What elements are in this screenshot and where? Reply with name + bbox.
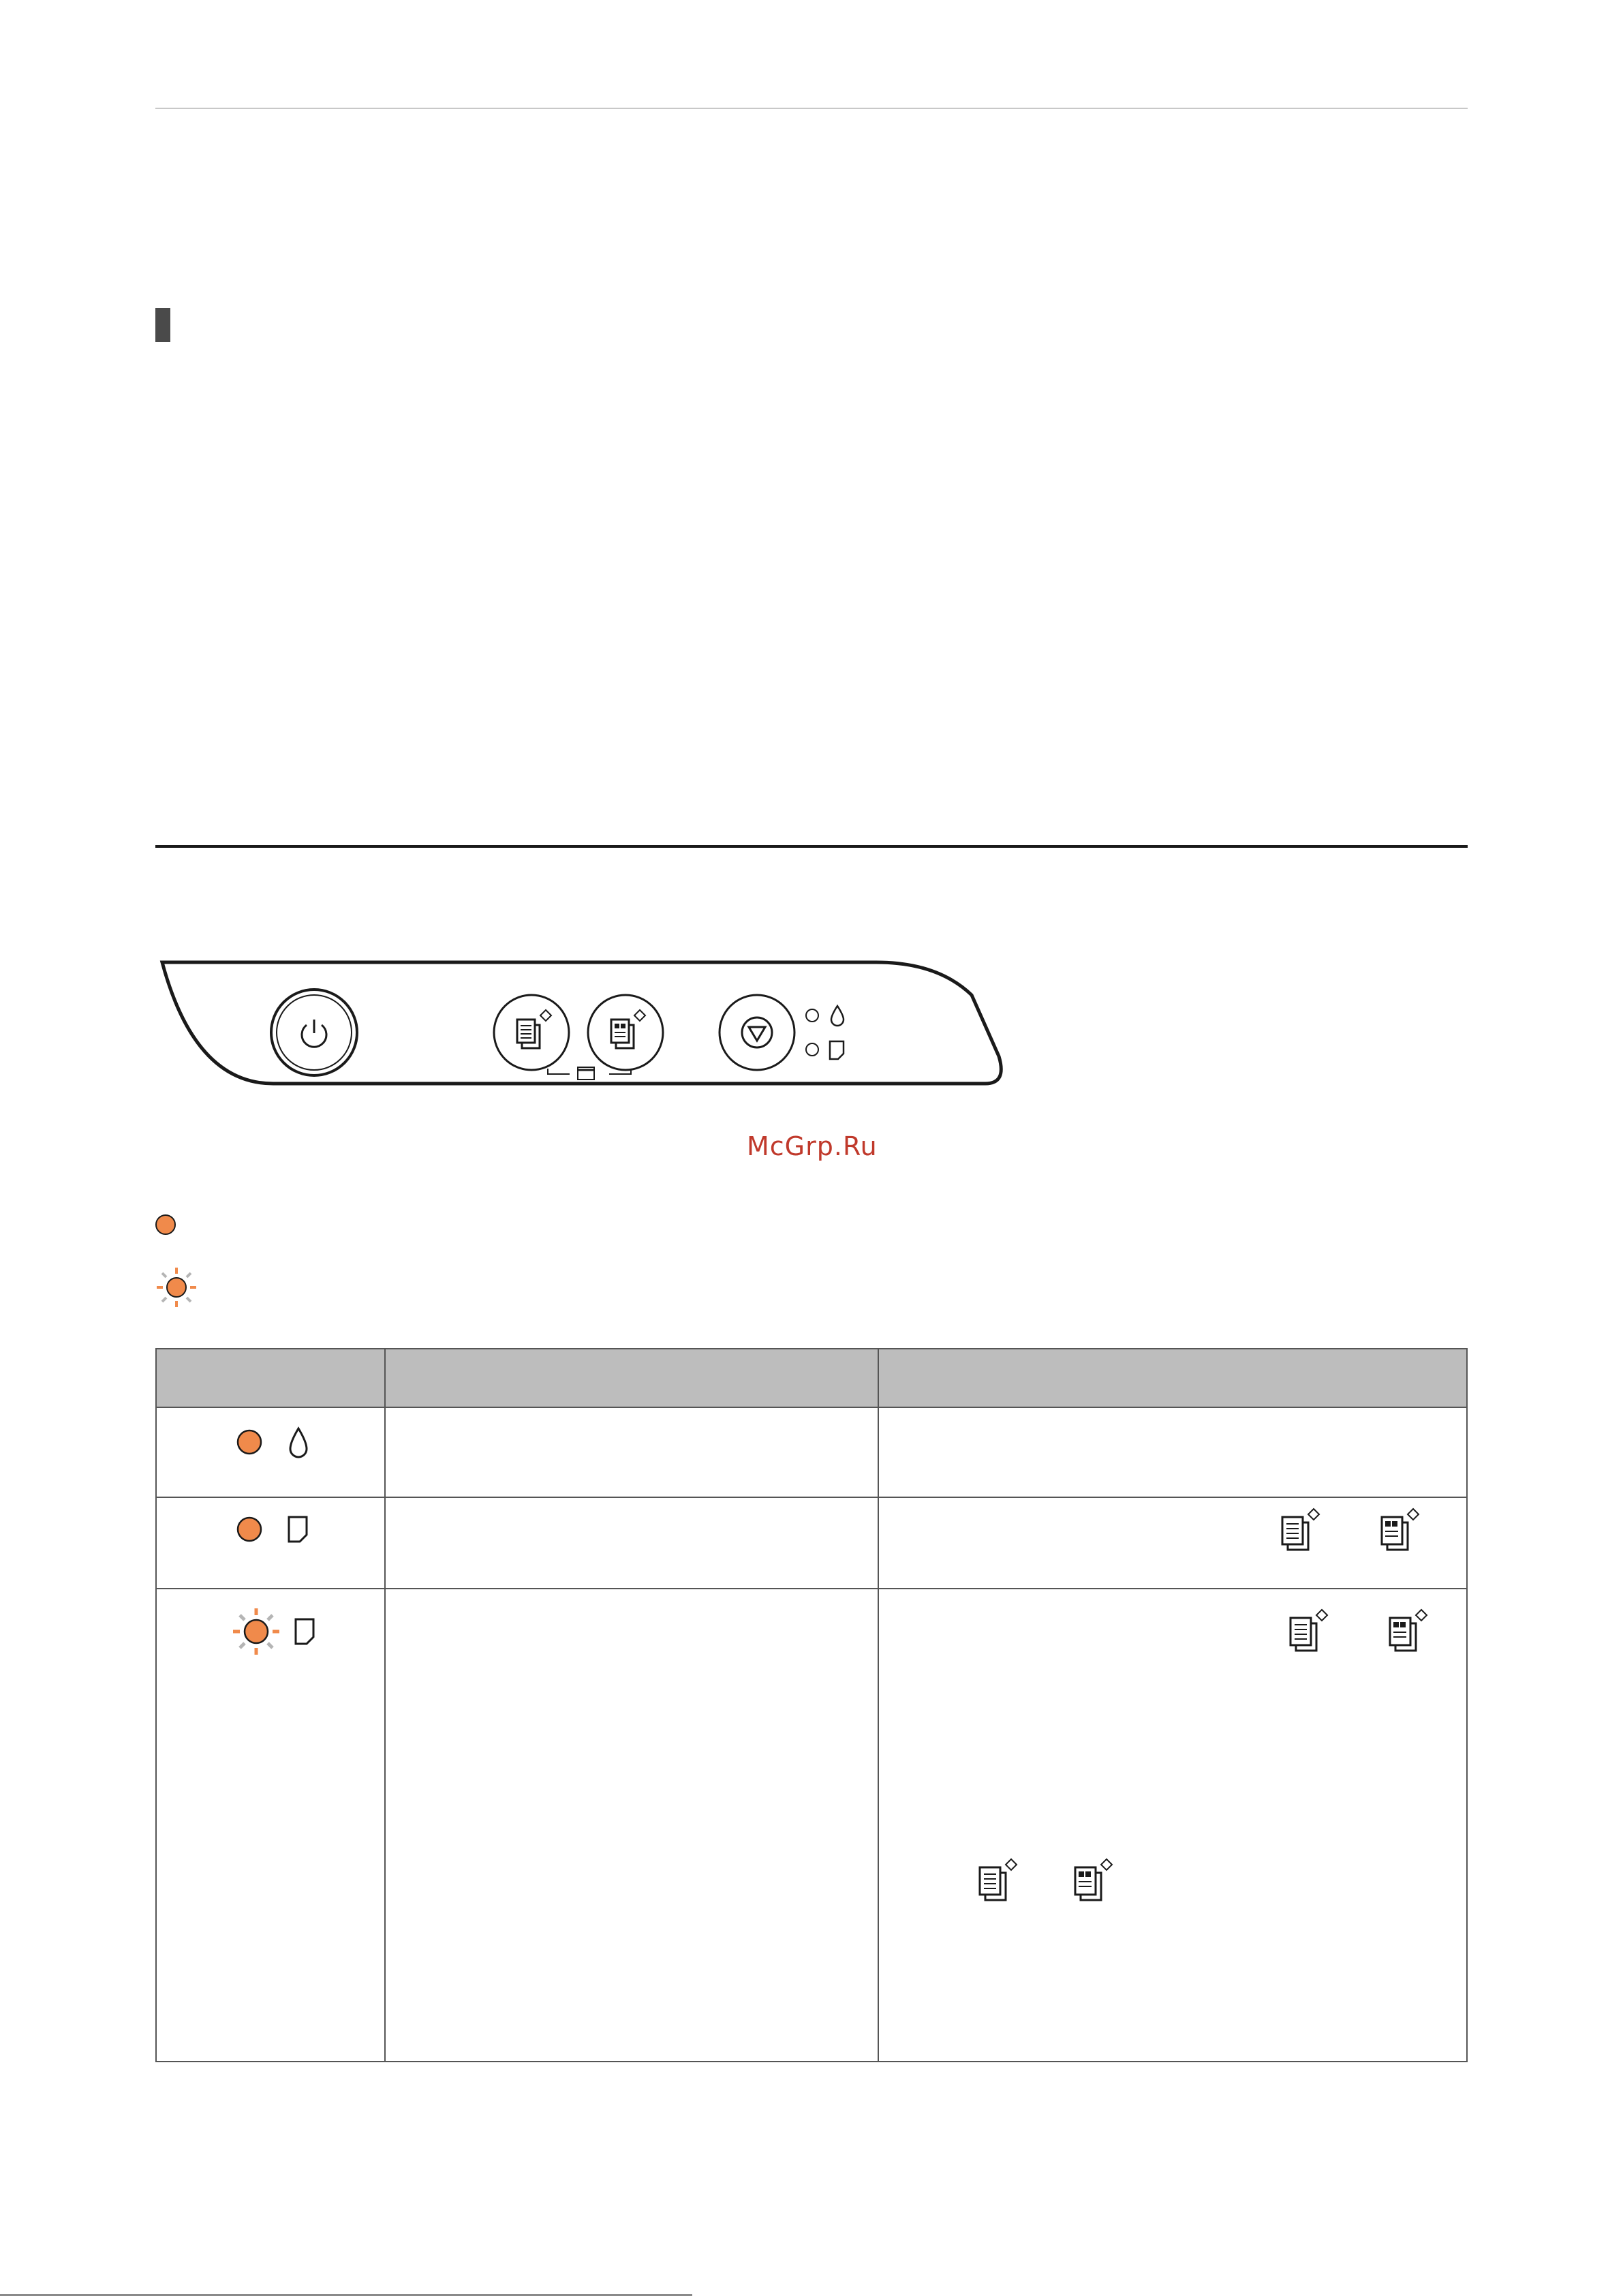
header-solution [878, 1349, 1467, 1407]
stop-icon [742, 1017, 772, 1047]
solution-cell [878, 1407, 1467, 1497]
control-panel-illustration [154, 954, 1003, 1090]
cause-cell [385, 1589, 878, 2062]
stop-button[interactable] [720, 995, 794, 1070]
ink-drop-icon [290, 1428, 307, 1457]
power-button[interactable] [271, 990, 357, 1075]
color-copy-icon [1382, 1509, 1419, 1550]
header-light [156, 1349, 385, 1407]
led-on-icon [238, 1430, 261, 1454]
led-on-icon [238, 1518, 261, 1541]
table-row [156, 1497, 1467, 1589]
color-copy-icon [1390, 1610, 1427, 1651]
solution-cell [878, 1589, 1467, 2062]
cause-cell [385, 1407, 878, 1497]
status-table [155, 1348, 1468, 2062]
table-row [156, 1589, 1467, 2062]
led-on-icon [154, 1212, 181, 1239]
table-header-row [156, 1349, 1467, 1407]
light-cell [156, 1589, 385, 2062]
header-cause [385, 1349, 878, 1407]
bw-copy-icon [1282, 1509, 1319, 1550]
bw-copy-button[interactable] [494, 995, 569, 1070]
light-cell [156, 1497, 385, 1589]
section-rule [155, 845, 1468, 848]
section-marker [155, 308, 170, 342]
paper-icon [289, 1517, 307, 1542]
solution-cell [878, 1497, 1467, 1589]
led-blinking-icon [233, 1608, 279, 1655]
light-cell [156, 1407, 385, 1497]
bw-copy-icon [1290, 1610, 1327, 1651]
watermark-text: McGrp.Ru [747, 1131, 878, 1161]
led-blinking-icon [154, 1265, 202, 1313]
color-copy-icon [1075, 1859, 1112, 1900]
paper-icon [296, 1619, 313, 1644]
cause-cell [385, 1497, 878, 1589]
table-row [156, 1407, 1467, 1497]
bw-copy-icon [980, 1859, 1017, 1900]
color-copy-button[interactable] [588, 995, 663, 1070]
header-rule [155, 108, 1468, 109]
